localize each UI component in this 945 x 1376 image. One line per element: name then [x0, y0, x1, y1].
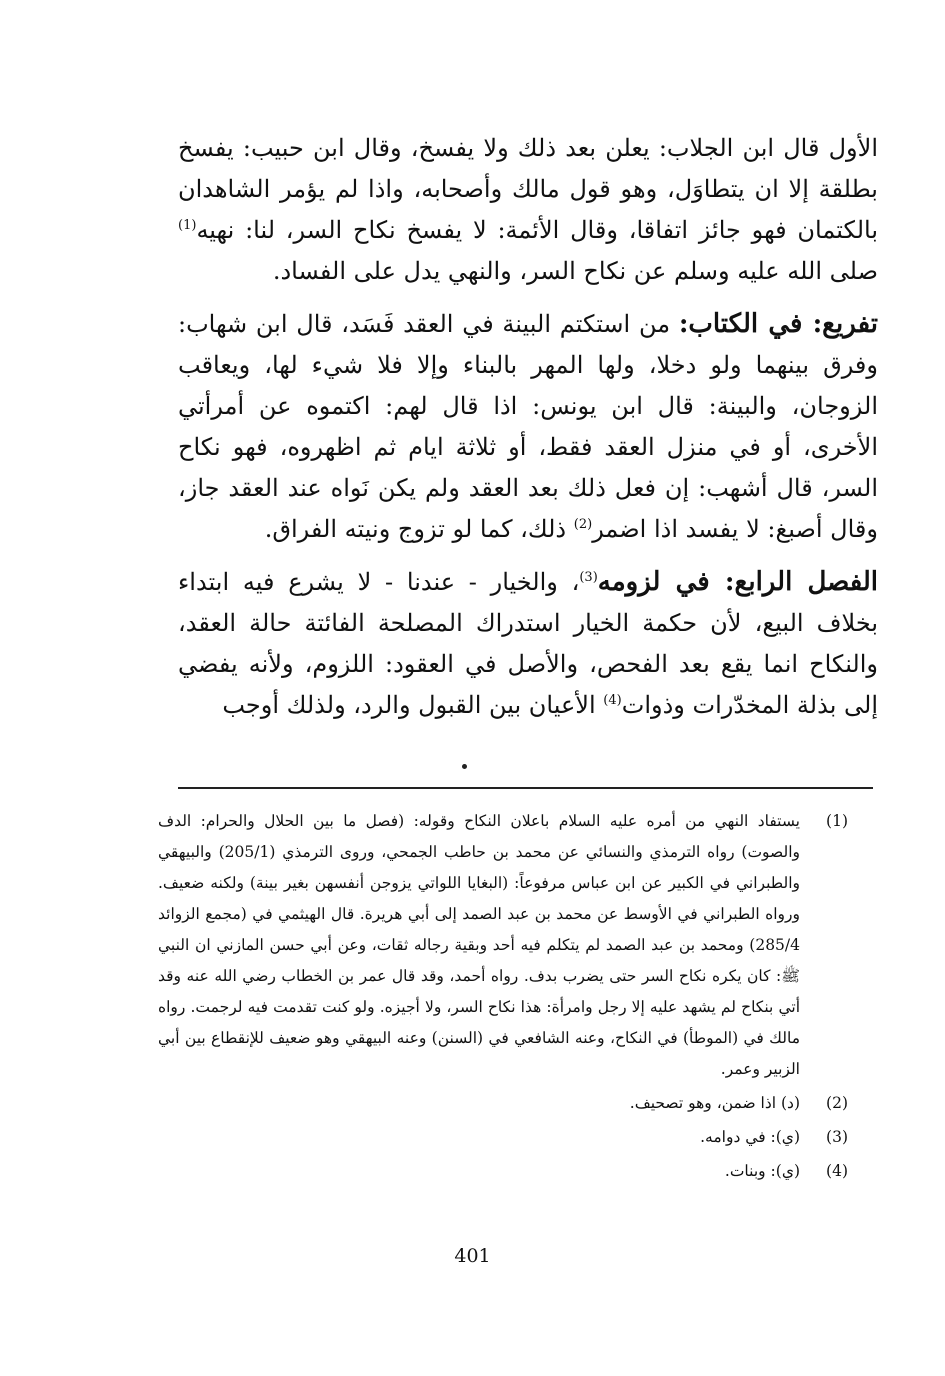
footnote-text: (ي): وبنات. — [724, 1162, 800, 1180]
footnote-number: (2) — [826, 1094, 848, 1112]
paragraph-text: ذلك، كما لو تزوج ونيته الفراق. — [264, 515, 574, 543]
paragraph-text: صلى الله عليه وسلم عن نكاح السر، والنهي يدل على الفساد. — [272, 257, 878, 285]
paragraph-text: ، والخيار - عندنا - لا يشرع فيه ابتداء بخلاف البيع، لأن حكمة الخيار استدراك المصلحة الفائتة حالة العقد، والنكاح انما يقع بعد الفحص، والأصل في العقود: اللزوم، ولأنه يفضي إلى بذلة المخدّرات وذوات — [178, 568, 879, 719]
footnote-text: (د) اذا ضمن، وهو تصحيف. — [629, 1094, 800, 1112]
paragraph — [178, 304, 878, 550]
paragraph-heading: الفصل الرابع: في لزومه — [597, 567, 878, 597]
footnote-marker[interactable]: (2) — [573, 517, 593, 532]
footnote-separator — [178, 787, 873, 789]
footnote — [158, 1122, 848, 1153]
footnote-marker[interactable]: (3) — [579, 570, 598, 585]
paragraph-heading: تفريع: في الكتاب: — [678, 309, 878, 339]
footnote — [158, 1088, 848, 1119]
main-text — [178, 128, 878, 726]
footnotes — [158, 806, 848, 1187]
page-number: 401 — [454, 1245, 491, 1267]
footnote-text: (ي): في دوامه. — [700, 1128, 800, 1146]
footnote-text: يستفاد النهي من أمره عليه السلام باعلان النكاح وقوله: (فصل ما بين الحلال والحرام: الدف والصوت) رواه الترمذي والنسائي عن محمد بن حاطب الجمحي، وروى الترمذي (205/1) والبيهقي والطبراني في الكبير عن ابن عباس مرفوعاً: (البغايا اللواتي يزوجن أنفسهن بغير بينة) ولكنه ضعيف. ورواه الطبراني في الأوسط عن محمد بن عبد الصمد إلى أبي هريرة. قال الهيثمي في (مجمع الزوائد 285/4) ومحمد بن عبد الصمد لم يتكلم فيه أحد وبقية رجاله ثقات، وعن أبي حسن المازني ان النبي ﷺ: كان يكره نكاح السر حتى يضرب بدف. رواه أحمد، وقد قال عمر بن الخطاب رضي الله عنه وقد أتي بنكاح لم يشهد عليه إلا رجل وامرأة: هذا نكاح السر، ولا أجيزه. ولو كنت تقدمت فيه لرجمت. رواه مالك في (الموطأ) في النكاح، وعنه الشافعي في (السنن) وعنه البيهقي وهو ضعيف للإنقطاع بين أبي الزبير وعمر. — [158, 812, 801, 1078]
stray-dot — [462, 764, 467, 769]
footnote-marker[interactable]: (4) — [603, 693, 622, 708]
footnote — [158, 1156, 848, 1187]
footnote-number: (4) — [826, 1162, 848, 1180]
paragraph-text: من استكتم البينة في العقد فَسَد، قال ابن شهاب: وفرق بينهما ولو دخلا، ولها المهر بالبناء وإلا فلا شيء لها، ويعاقب الزوجان، والبينة: قال ابن يونس: اذا قال لهم: اكتموه عن أمرأتي الأخرى، أو في منزل العقد فقط، أو ثلاثة ايام ثم اظهروه، فهو نكاح السر، قال أشهب: إن فعل ذلك بعد العقد ولم يكن نَواه عند العقد جاز، وقال أصبغ: لا يفسد اذا اضمر — [178, 310, 878, 543]
paragraph — [178, 128, 878, 292]
footnote-number: (1) — [826, 812, 848, 830]
paragraph-text: الأعيان بين القبول والرد، ولذلك أوجب — [222, 691, 604, 719]
footnote-number: (3) — [826, 1128, 848, 1146]
footnote — [158, 806, 848, 1085]
paragraph — [178, 562, 878, 726]
footnote-marker[interactable]: (1) — [178, 218, 197, 233]
paragraph-text: الأول قال ابن الجلاب: يعلن بعد ذلك ولا يفسخ، وقال ابن حبيب: يفسخ بطلقة إلا ان يتطاوَل، وهو قول مالك وأصحابه، واذا لم يؤمر الشاهدان بالكتمان فهو جائز اتفاقا، وقال الأئمة: لا يفسخ نكاح السر، لنا: نهيه — [178, 134, 878, 244]
